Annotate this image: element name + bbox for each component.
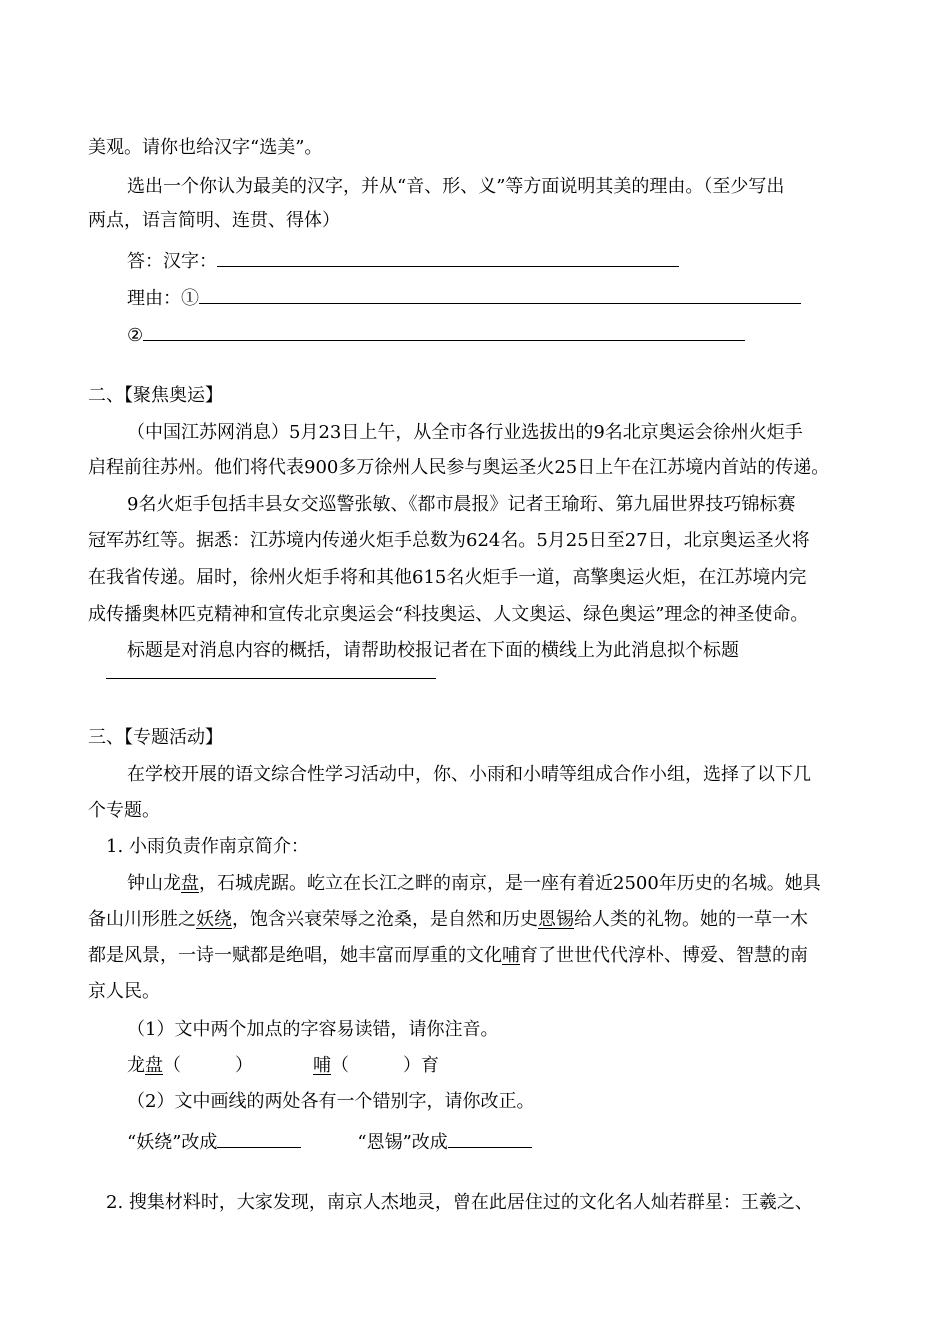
nanjing-text-line1 [127, 872, 907, 896]
text-fragment: 给人类的礼物。她的一草一木 [574, 909, 808, 930]
text-fragment: 龙 [127, 1055, 145, 1076]
correction-label-b: “恩锡”改成 [357, 1132, 448, 1153]
question-1-answer-row [127, 1054, 907, 1078]
section-2-p2-line2: 冠军苏红等。据悉：江苏境内传递火炬手总数为624名。5月25日至27日，北京奥运圣火将 [88, 530, 810, 551]
section-2-p2-line3: 在我省传递。届时，徐州火炬手将和其他615名火炬手一道，高擎奥运火炬，在江苏境内完 [88, 567, 807, 588]
reason-1-label: 理由：① [127, 288, 199, 309]
nanjing-text-line4: 京人民。 [88, 981, 160, 1002]
section-3-intro-line1: 在学校开展的语文综合性学习活动中，你、小雨和小晴等组成合作小组，选择了以下几 [127, 764, 811, 785]
section-2-heading: 二、【聚焦奥运】 [88, 385, 223, 406]
headline-answer-blank[interactable] [106, 678, 436, 679]
answer-hanzi-row [127, 246, 907, 274]
underlined-error-enxi: 恩锡 [538, 909, 574, 930]
reason-2-label: ② [127, 325, 144, 346]
pinyin-blank-pan[interactable]: （ ） [163, 1055, 253, 1076]
underlined-error-yaorao: 妖绕 [196, 909, 232, 930]
item-2-text: 2. 搜集材料时，大家发现，南京人杰地灵，曾在此居住过的文化名人灿若群星：王羲之、 [106, 1192, 813, 1213]
intro-prompt-line2: 两点，语言简明、连贯、得体） [88, 210, 340, 231]
text-fragment: ，石城虎踞。屹立在长江之畔的南京，是一座有着近2500年历史的名城。她具 [199, 873, 821, 894]
answer-hanzi-label: 答：汉字： [127, 251, 217, 272]
text-fragment: 钟山龙 [127, 873, 181, 894]
nanjing-text-line3 [88, 944, 868, 968]
answer-hanzi-blank[interactable] [217, 246, 679, 267]
nanjing-text-line2 [88, 908, 868, 932]
section-2-question: 标题是对消息内容的概括，请帮助校报记者在下面的横线上为此消息拟个标题 [127, 640, 739, 661]
question-1: （1）文中两个加点的字容易读错，请你注音。 [127, 1019, 499, 1040]
dotted-char-bu: 哺 [502, 945, 520, 966]
section-2-p2-line1: 9名火炬手包括丰县女交巡警张敏、《都市晨报》记者王瑜珩、第九届世界技巧锦标赛 [127, 494, 796, 515]
dotted-char-bu-answer: 哺 [313, 1055, 331, 1076]
reason-2-row [127, 320, 907, 348]
reason-2-blank[interactable] [143, 320, 745, 341]
intro-prompt-line1: 选出一个你认为最美的汉字，并从“音、形、义”等方面说明其美的理由。（至少写出 [127, 176, 785, 197]
text-fragment: ，饱含兴衰荣辱之沧桑，是自然和历史 [232, 909, 538, 930]
section-2-p1-line1: （中国江苏网消息）5月23日上午，从全市各行业选拔出的9名北京奥运会徐州火炬手 [127, 422, 803, 443]
section-2-p2-line4: 成传播奥林匹克精神和宣传北京奥运会“科技奥运、人文奥运、绿色奥运”理念的神圣使命。 [88, 604, 809, 625]
dotted-char-pan: 盘 [181, 873, 199, 894]
text-fragment: 育了世世代代淳朴、博爱、智慧的南 [520, 945, 808, 966]
correction-blank-a[interactable] [217, 1127, 301, 1148]
question-2-answer-row [127, 1127, 907, 1155]
correction-blank-b[interactable] [448, 1127, 532, 1148]
section-2-p1-line2: 启程前往苏州。他们将代表900多万徐州人民参与奥运圣火25日上午在江苏境内首站的传递。 [88, 457, 830, 478]
correction-label-a: “妖绕”改成 [127, 1132, 218, 1153]
pinyin-blank-bu[interactable]: （ ）育 [331, 1055, 439, 1076]
reason-1-row [127, 283, 907, 311]
text-fragment: 都是风景，一诗一赋都是绝唱，她丰富而厚重的文化 [88, 945, 502, 966]
reason-1-blank[interactable] [199, 283, 801, 304]
intro-tail: 美观。请你也给汉字“选美”。 [88, 137, 323, 158]
dotted-char-pan-answer: 盘 [145, 1055, 163, 1076]
section-3-intro-line2: 个专题。 [88, 800, 160, 821]
item-1-title: 1. 小雨负责作南京简介： [106, 836, 309, 857]
question-2: （2）文中画线的两处各有一个错别字，请你改正。 [127, 1091, 535, 1112]
section-3-heading: 三、【专题活动】 [88, 727, 223, 748]
text-fragment: 备山川形胜之 [88, 909, 196, 930]
